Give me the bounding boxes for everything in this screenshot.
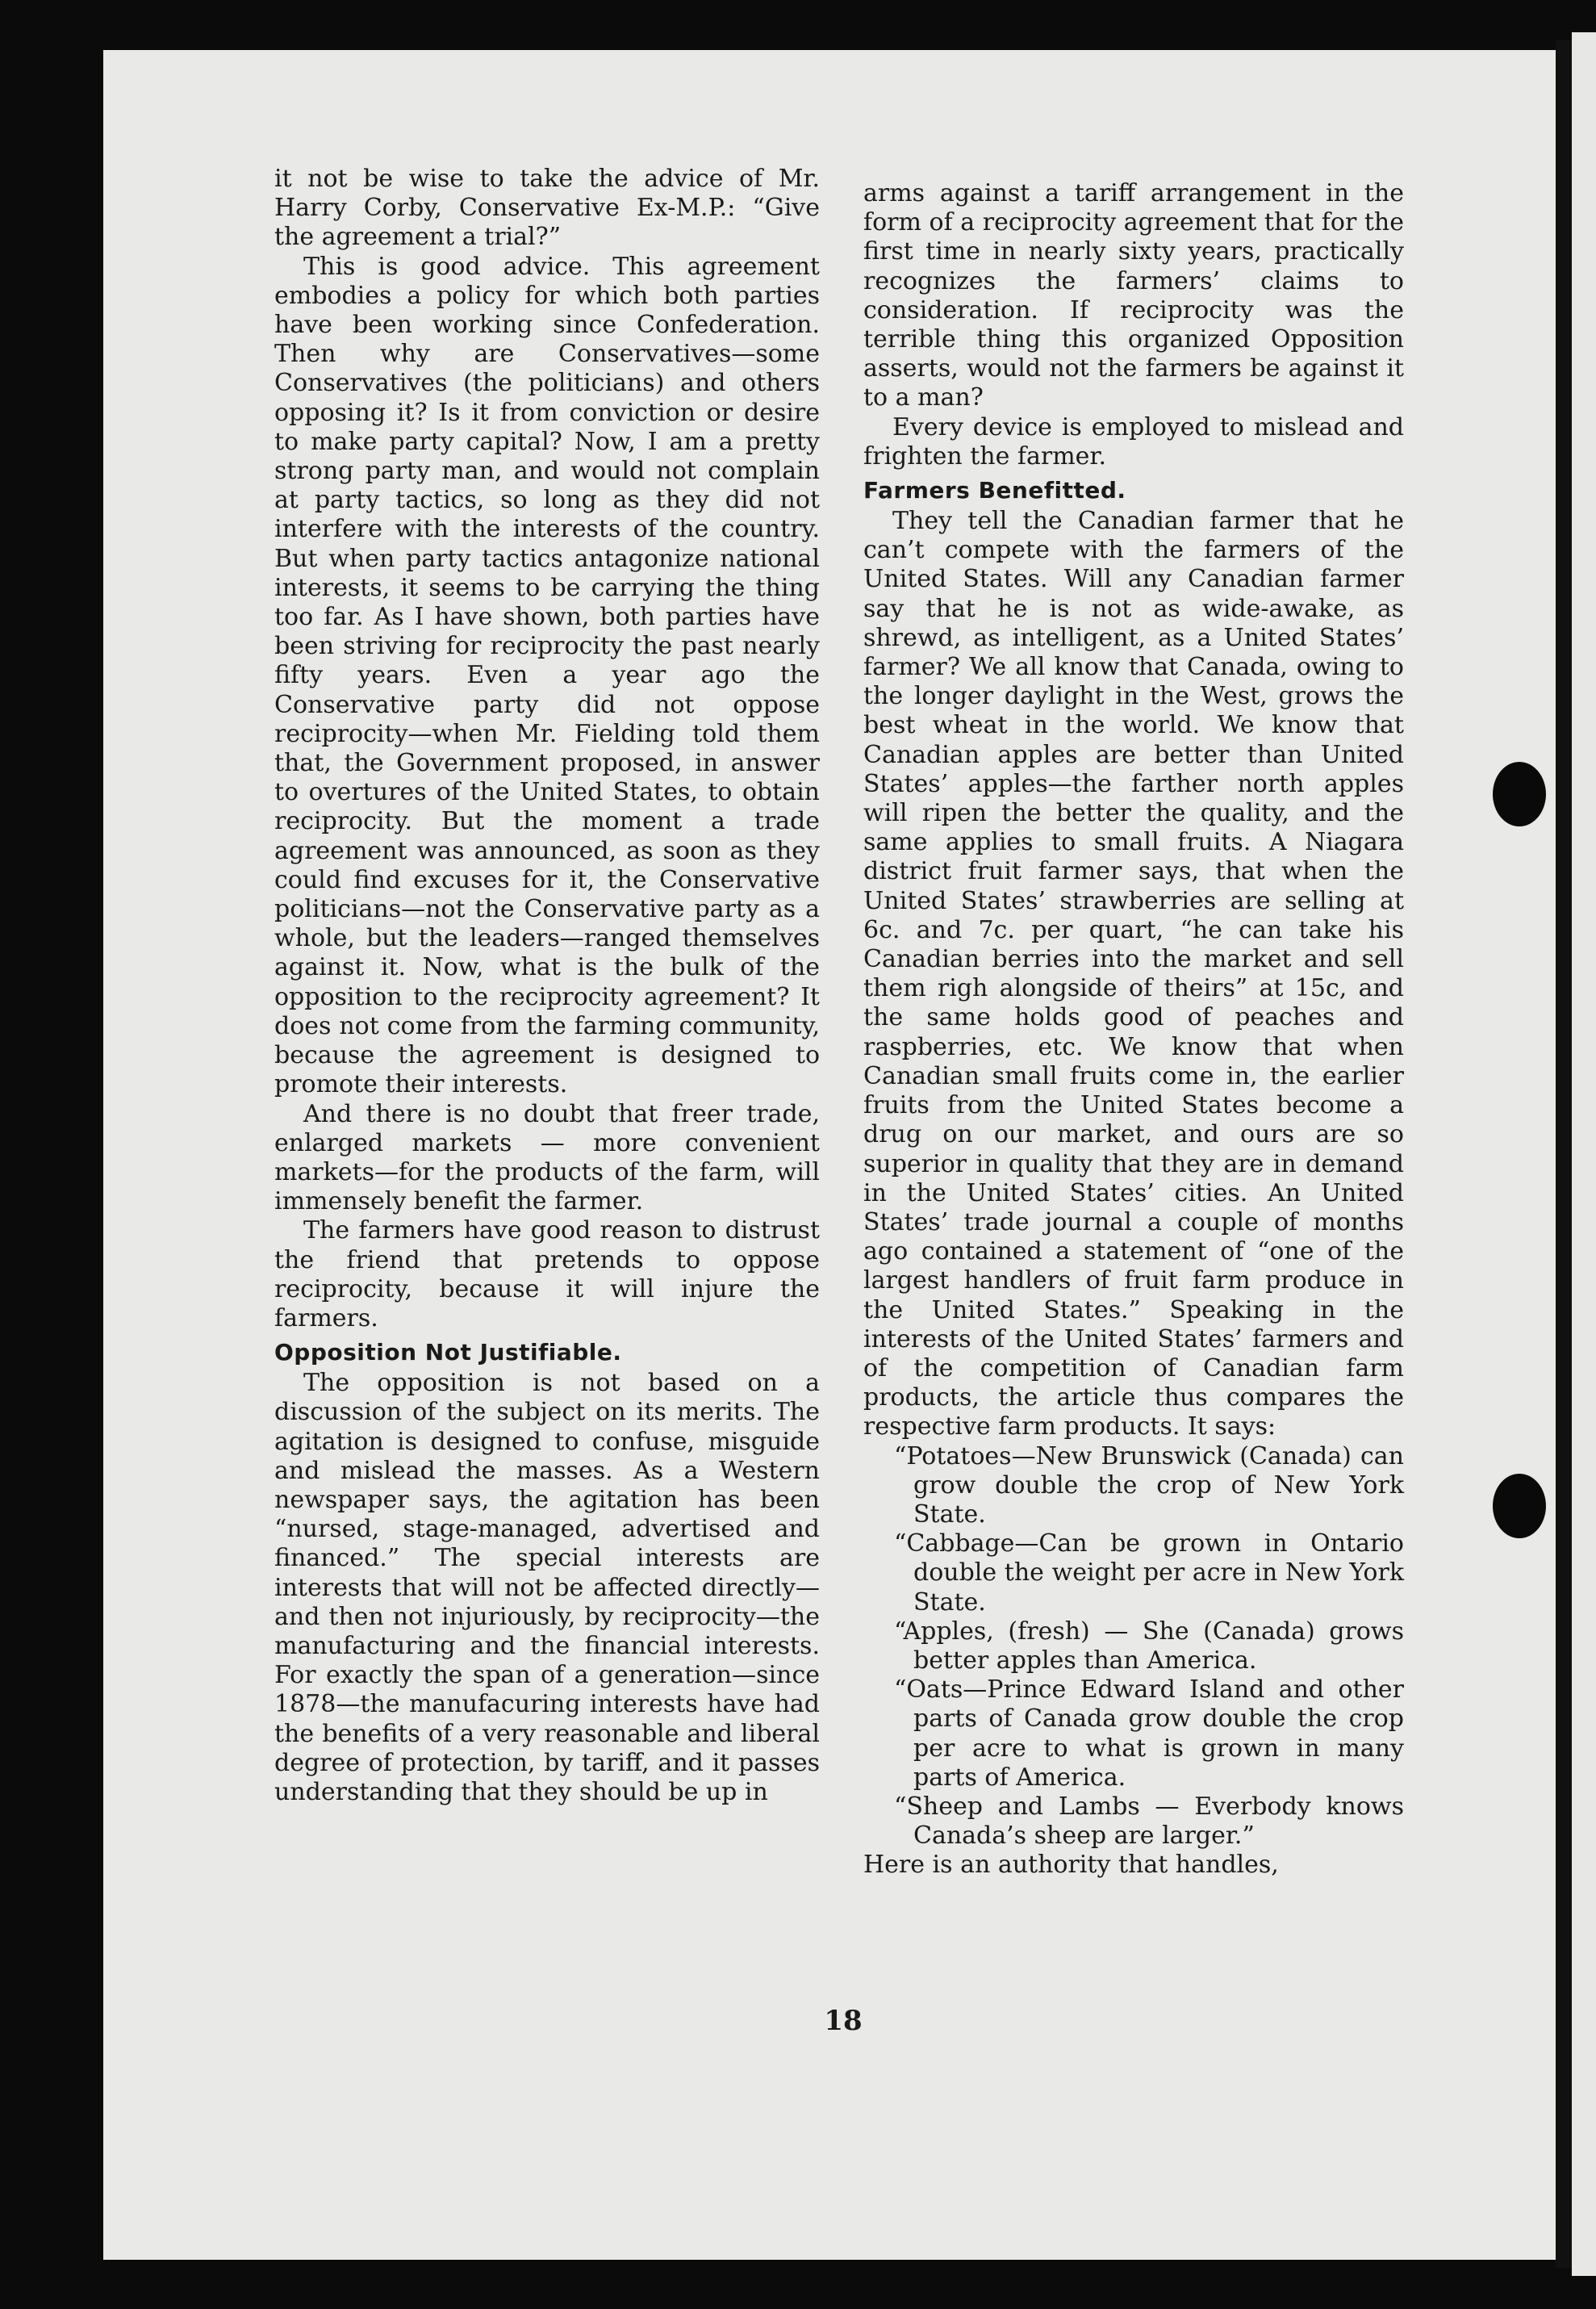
page-shadow <box>1556 40 1572 2268</box>
right-paragraph-1: arms against a tariff arrangement in the form of a reciprocity agreement that for the first time in nearly sixty years, practically recognizes the farmers’ claims to consideration. If reciprocity was the terrible thing this organized Opposition asserts, would not the farmers be against it to a man? <box>863 179 1404 412</box>
quote-item: “Cabbage—Can be grown in Ontario double the weight per acre in New York State. <box>894 1529 1404 1617</box>
quote-item: “Potatoes—New Brunswick (Canada) can grow double the crop of New York State. <box>894 1441 1404 1529</box>
left-paragraph-5: The opposition is not based on a discussion of the subject on its merits. The agitation is designed to confuse, misguide and mislead the masses. As a Western newspaper says, the agitation has been “nursed, stage-managed, advertised and financed.” The special interests are interests that will not be affected directly—and then not injuriously, by reciprocity—the manufacturing and the financial interests. For exactly the span of a generation—since 1878—the manufacuring interests have had the benefits of a very reasonable and liberal degree of protection, by tariff, and it passes understanding that they should be up in <box>274 1369 820 1806</box>
binding-hole-top <box>1493 762 1546 826</box>
right-paragraph-3: They tell the Canadian farmer that he can’t compete with the farmers of the United States. Will any Canadian farmer say that he is not as wide-awake, as shrewd, as intelligent, as a United States’ farmer? We all know that Canada, owing to the longer daylight in the West, grows the best wheat in the world. We know that Canadian apples are better than United States’ apples—the farther north apples will ripen the better the quality, and the same applies to small fruits. A Niagara district fruit farmer says, that when the United States’ strawberries are selling at 6c. and 7c. per quart, “he can take his Canadian berries into the market and sell them righ alongside of theirs” at 15c, and the same holds good of peaches and raspberries, etc. We know that when Canadian small fruits come in, the earlier fruits from the United States become a drug on our market, and ours are so superior in quality that they are in demand in the United States’ cities. An United States’ trade journal a couple of months ago contained a statement of “one of the largest handlers of fruit farm produce in the United States.” Speaking in the interests of the United States’ farmers and of the competition of Canadian farm products, the article thus compares the respective farm products. It says: <box>863 507 1404 1441</box>
right-column <box>863 179 1404 1880</box>
quote-item: “Sheep and Lambs — Everbody knows Canada’s sheep are larger.” <box>894 1792 1404 1851</box>
binding-hole-bottom <box>1493 1474 1546 1538</box>
right-paragraph-4: Here is an authority that handles, <box>863 1851 1279 1880</box>
quote-item: “Apples, (fresh) — She (Canada) grows better apples than America. <box>894 1617 1404 1675</box>
next-page-edge <box>1572 32 1596 2276</box>
page-number: 18 <box>824 2005 863 2037</box>
left-paragraph-1: it not be wise to take the advice of Mr. Harry Corby, Conservative Ex-M.P.: “Give the agreement a trial?” <box>274 165 820 252</box>
left-column <box>274 165 820 1807</box>
right-paragraph-2: Every device is employed to mislead and frighten the farmer. <box>863 412 1404 471</box>
left-paragraph-2: This is good advice. This agreement embodies a policy for which both parties have been working since Confederation. Then why are Conservatives—some Conservatives (the politicians) and others opposing it? Is it from conviction or desire to make party capital? Now, I am a pretty strong party man, and would not complain at party tactics, so long as they did not interfere with the interests of the country. But when party tactics antagonize national interests, it seems to be carrying the thing too far. As I have shown, both parties have been striving for reciprocity the past nearly fifty years. Even a year ago the Conservative party did not oppose reciprocity—when Mr. Fielding told them that, the Government proposed, in answer to overtures of the United States, to obtain reciprocity. But the moment a trade agreement was announced, as soon as they could find excuses for it, the Conservative politicians—not the Conservative party as a whole, but the leaders—ranged themselves against it. Now, what is the bulk of the opposition to the reciprocity agreement? It does not come from the farming community, because the agreement is designed to promote their interests. <box>274 252 820 1099</box>
quote-item: “Oats—Prince Edward Island and other parts of Canada grow double the crop per acre to what is grown in many parts of America. <box>894 1675 1404 1792</box>
section-heading-opposition: Opposition Not Justifiable. <box>274 1339 622 1366</box>
left-paragraph-3: And there is no doubt that freer trade, enlarged markets — more convenient markets—for the products of the farm, will immensely benefit the farmer. <box>274 1099 820 1216</box>
section-heading-farmers: Farmers Benefitted. <box>863 477 1126 504</box>
left-paragraph-4: The farmers have good reason to distrust the friend that pretends to oppose reciprocity, because it will injure the farmers. <box>274 1216 820 1332</box>
